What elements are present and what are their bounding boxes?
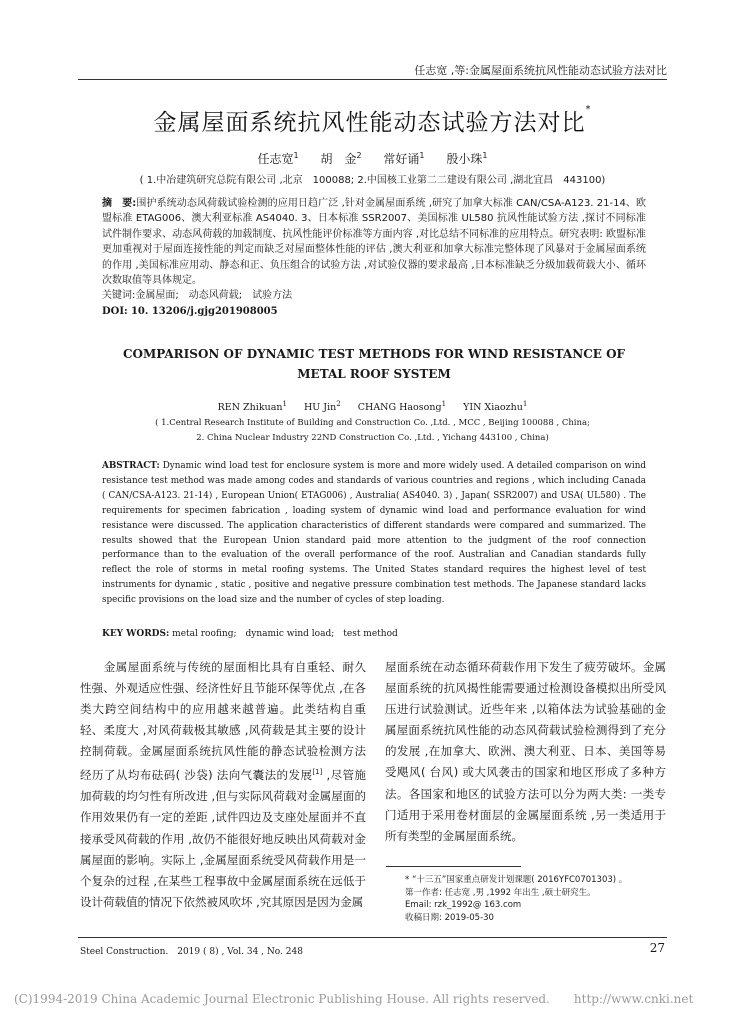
footnotes <box>405 874 675 924</box>
footnote-funding: * “十三五”国家重点研发计划课题( 2016YFC0701303) 。 <box>405 875 628 885</box>
title-en-line: COMPARISON OF DYNAMIC TEST METHODS FOR WIND RESISTANCE OF <box>122 347 626 361</box>
citation-ref[interactable]: [1] <box>312 768 323 777</box>
title-cn-text: 金属屋面系统抗风性能动态试验方法对比 <box>153 110 586 136</box>
author-en-name: YIN Xiaozhu <box>463 402 523 414</box>
title-en <box>102 344 646 384</box>
author-en-sup: 1 <box>282 400 287 408</box>
affiliations-cn: ( 1.中冶建筑研究总院有限公司 ,北京 100088; 2.中国核工业第二二建设有限公司 ,湖北宜昌 443100) <box>139 175 606 186</box>
footer-rule <box>78 937 667 938</box>
abstract-en-text: Dynamic wind load test for enclosure system is more and more widely used. A detailed comparison on wind resistance test method was made among codes and standards of various countries and regions , which including Canada ( CAN/CSA-A123. 21-14) , European Union( ETAG006) , Australia( AS4040. 3) , Japan( SSR2007) and USA( UL580) . The requirements for specimen fabrication , loading system of dynamic wind load and performance evaluation for wind resistance were discussed. The application characteristics of different standards were compared and summarized. The results showed that the European Union standard paid more attention to the judgment of the roof connection performance than to the evaluation of the overall performance of the roof. Australian and Canadian standards fully reflect the role of storms in metal roofing systems. The United States standard requires the highest level of test instruments for dynamic , static , positive and negative pressure combination test methods. The Japanese standard lacks specific provisions on the load size and the number of cycles of step loading. <box>102 461 646 606</box>
author-cn-sup: 1 <box>482 151 488 160</box>
abstract-en <box>102 459 646 608</box>
page-number: 27 <box>649 941 665 955</box>
keywords-en-text: metal roofing; dynamic wind load; test method <box>172 629 398 639</box>
abstract-cn <box>102 196 646 288</box>
body-text: ,尽管施加荷载的均匀性有所改进 ,但与实际风荷载对金属屋面的作用效果仍有一定的差距 ,试件四边及支座处屋面并不直接承受风荷载的作用 ,故仍不能很好地反映出风荷载对金属屋面的影响。实际上 ,金属屋面系统受风荷载作用是一个复杂的过程 ,在某些工程事故中金属屋面系统在远低于设计荷载值的情况下依然被风吹坏 ,究其原因是因为金属 <box>80 768 366 909</box>
author-cn-name: 殷小珠 <box>446 152 483 166</box>
author-cn-sup: 1 <box>293 151 299 160</box>
author-en <box>304 402 341 413</box>
doi-value: 10. 13206/j.gjg201908005 <box>130 305 278 317</box>
author-en-name: REN Zhikuan <box>217 402 283 414</box>
author-cn <box>446 152 487 166</box>
author-cn <box>320 152 361 166</box>
author-cn-sup: 1 <box>419 151 425 160</box>
author-en <box>358 402 446 413</box>
affiliation-en-2: 2. China Nuclear Industry 22ND Construction Co. ,Ltd. , Yichang 443100 , China) <box>196 433 549 443</box>
author-cn <box>383 152 424 166</box>
authors-cn <box>0 150 745 167</box>
watermark: (C)1994-2019 China Academic Journal Electronic Publishing House. All rights reserved. http://www.cnki.net <box>14 992 694 1006</box>
keywords-cn-text: 金属屋面; 动态风荷载; 试验方法 <box>135 290 293 302</box>
body-column-left <box>80 657 366 913</box>
footnote-received: 收稿日期: 2019-05-30 <box>405 912 494 923</box>
header-rule <box>78 79 667 80</box>
abstract-cn-text: 围护系统动态风荷载试验检测的应用日趋广泛 ,针对金属屋面系统 ,研究了加拿大标准 CAN/CSA-A123. 21-14、欧盟标准 ETAG006、澳大利亚标准 AS4040. 3、日本标准 SSR2007、美国标准 UL580 抗风性能试验方法 ,探讨不同标准试件制作要求、动态风荷载的加载制度、抗风性能评价标准等方面内容 ,对比总结不同标准的应用特点。研究表明: 欧盟标准更加重视对于屋面连接性能的判定而缺乏对屋面整体性能的评估 ,澳大利亚和加拿大标准完整体现了风暴对于金属屋面系统的作用 ,美国标准应用动、静态和正、负压组合的试验方法 ,对试验仪器的要求最高 ,日本标准缺乏分级加载荷载大小、循环次数取值等具体规定。 <box>102 198 647 287</box>
running-header: 任志宽 ,等:金属屋面系统抗风性能动态试验方法对比 <box>414 64 667 77</box>
author-en-name: HU Jin <box>303 402 337 414</box>
author-cn-name: 任志宽 <box>257 152 294 166</box>
body-paragraph: 屋面系统在动态循环荷载作用下发生了疲劳破坏。金属屋面系统的抗风揭性能需要通过检测设备模拟出所受风压进行试验测试。近些年来 ,以箱体法为试验基础的金属屋面系统抗风性能的动态风荷载试验检测得到了充分的发展 ,在加拿大、欧洲、澳大利亚、日本、美国等易受飓风( 台风) 或大风袭击的国家和地区形成了多种方法。各国家和地区的试验方法可以分为两大类: 一类专门适用于采用卷材面层的金属屋面系统 ,另一类适用于所有类型的金属屋面系统。 <box>385 660 666 843</box>
body-text: 金属屋面系统与传统的屋面相比具有自重轻、耐久性强、外观适应性强、经济性好且节能环保等优点 ,在各类大跨空间结构中的应用越来越普遍。此类结构自重轻、柔度大 ,对风荷载极其敏感 ,风荷载是其主要的设计控制荷载。金属屋面系统抗风性能的静态试验检测方法经历了从均布砝码( 沙袋) 法向气囊法的发展 <box>80 660 366 783</box>
title-cn <box>0 104 745 137</box>
author-en-sup: 2 <box>336 400 341 408</box>
keywords-en <box>102 626 646 639</box>
author-en-name: CHANG Haosong <box>357 402 442 414</box>
author-en <box>218 402 287 413</box>
title-mark: * <box>585 104 592 115</box>
author-en <box>463 402 527 413</box>
footnote-rule <box>386 866 521 867</box>
author-en-sup: 1 <box>441 400 447 408</box>
author-cn-name: 常好诵 <box>383 152 420 166</box>
author-cn-name: 胡 金 <box>320 152 357 166</box>
keywords-cn <box>102 288 646 303</box>
journal-footer: Steel Construction. 2019 ( 8) , Vol. 34 , No. 248 <box>80 947 303 957</box>
doi-label: DOI: <box>102 305 128 317</box>
keywords-en-label: KEY WORDS: <box>102 629 170 639</box>
author-cn-sup: 2 <box>356 151 362 160</box>
abstract-cn-block <box>102 196 646 319</box>
keywords-cn-label: 关键词: <box>102 290 136 302</box>
authors-en <box>0 400 745 413</box>
body-column-right <box>385 657 666 847</box>
abstract-cn-label: 摘 要: <box>102 198 137 209</box>
body-paragraph <box>80 657 366 913</box>
affiliation-en-1: ( 1.Central Research Institute of Building and Construction Co. ,Ltd. , MCC , Beijing 100088 , China; <box>155 418 590 428</box>
footnote-author: 第一作者: 任志宽 ,男 ,1992 年出生 ,硕士研究生。 <box>405 887 596 898</box>
doi-line <box>102 304 646 319</box>
footnote-email: Email: rzk_1992@ 163.com <box>405 900 522 910</box>
author-cn <box>258 152 299 166</box>
abstract-en-label: ABSTRACT: <box>102 461 160 471</box>
title-en-line: METAL ROOF SYSTEM <box>297 367 451 381</box>
author-en-sup: 1 <box>522 400 528 408</box>
